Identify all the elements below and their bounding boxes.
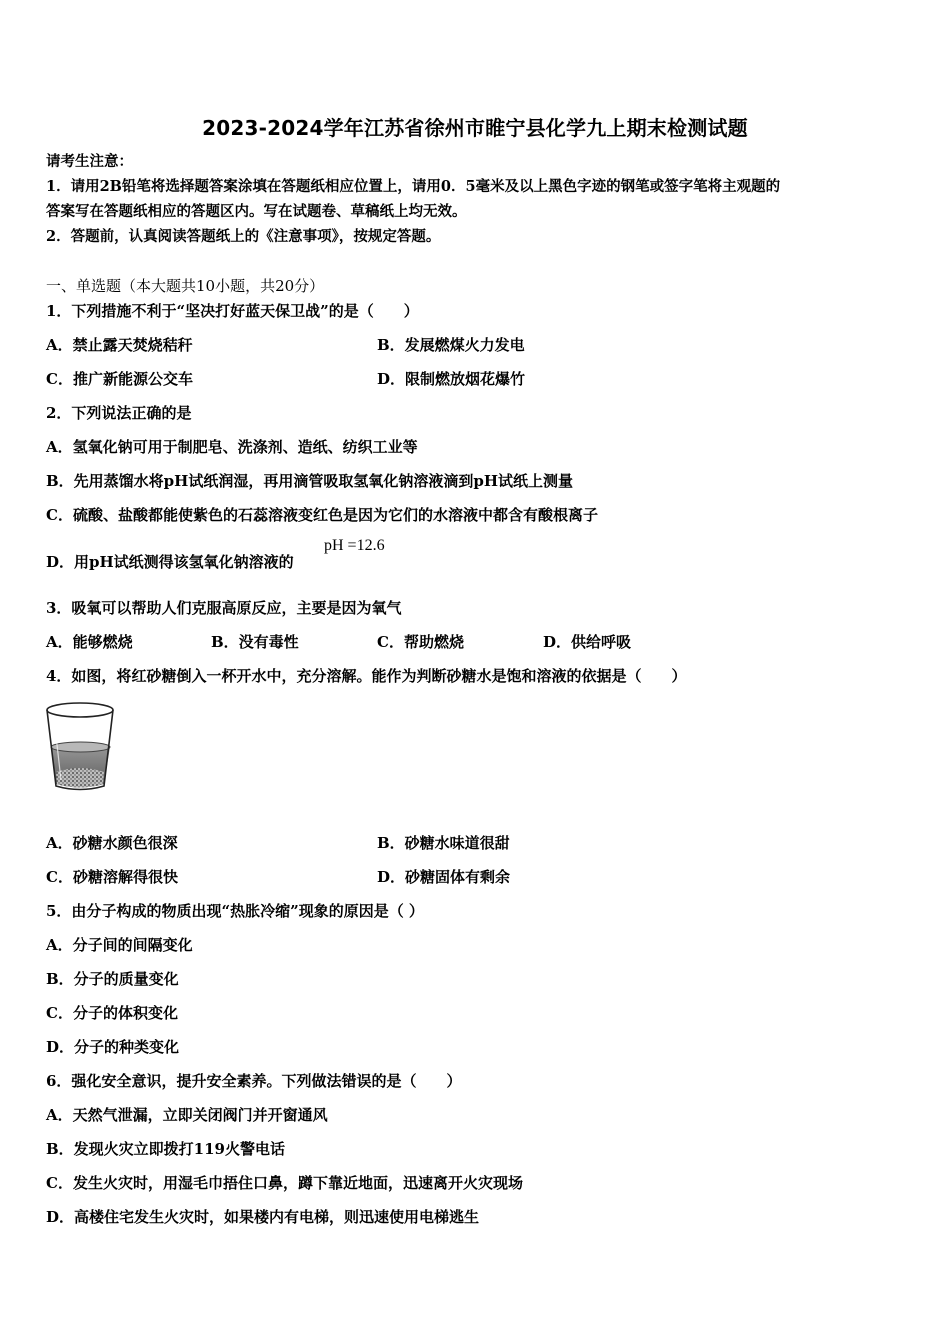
q1-option-a: A．禁止露天焚烧秸秆 — [46, 336, 193, 354]
q3-option-d: D．供给呼吸 — [543, 633, 632, 651]
question-1-stem: 1．下列措施不利于“坚决打好蓝天保卫战”的是（ ） — [46, 302, 419, 320]
question-5-stem: 5．由分子构成的物质出现“热胀冷缩”现象的原因是（ ） — [46, 902, 424, 920]
q1-option-d: D．限制燃放烟花爆竹 — [377, 370, 526, 388]
notice-heading: 请考生注意： — [46, 153, 133, 170]
q1-option-b: B．发展燃煤火力发电 — [377, 336, 525, 354]
q2-option-a: A．氢氧化钠可用于制肥皂、洗涤剂、造纸、纺织工业等 — [46, 438, 418, 456]
q3-option-c: C．帮助燃烧 — [377, 633, 464, 651]
notice-line-3: 2．答题前，认真阅读答题纸上的《注意事项》，按规定答题。 — [46, 228, 441, 245]
q4-option-d: D．砂糖固体有剩余 — [377, 868, 511, 886]
section-heading: 一、单选题（本大题共10小题，共20分） — [46, 277, 325, 295]
q1-option-c: C．推广新能源公交车 — [46, 370, 193, 388]
q6-option-a: A．天然气泄漏，立即关闭阀门并开窗通风 — [46, 1106, 328, 1124]
q5-option-c: C．分子的体积变化 — [46, 1004, 178, 1022]
question-2-stem: 2．下列说法正确的是 — [46, 404, 192, 422]
q6-option-c: C．发生火灾时，用湿毛巾捂住口鼻，蹲下靠近地面，迅速离开火灾现场 — [46, 1174, 523, 1192]
notice-line-2: 答案写在答题纸相应的答题区内。写在试题卷、草稿纸上均无效。 — [46, 203, 467, 220]
q3-option-b: B．没有毒性 — [211, 633, 299, 651]
ph-value-formula: pH =12.6 — [324, 537, 385, 554]
q4-option-a: A．砂糖水颜色很深 — [46, 834, 178, 852]
q2-option-d: D．用pH试纸测得该氢氧化钠溶液的 — [46, 553, 294, 571]
question-3-stem: 3．吸氧可以帮助人们克服高原反应，主要是因为氧气 — [46, 599, 402, 617]
question-4-stem: 4．如图，将红砂糖倒入一杯开水中，充分溶解。能作为判断砂糖水是饱和溶液的依据是（ ） — [46, 667, 687, 685]
sugar-water-glass-illustration — [44, 700, 116, 794]
q6-option-d: D．高楼住宅发生火灾时，如果楼内有电梯，则迅速使用电梯逃生 — [46, 1208, 480, 1226]
q3-option-a: A．能够燃烧 — [46, 633, 133, 651]
q6-option-b: B．发现火灾立即拨打119火警电话 — [46, 1140, 285, 1158]
q2-option-b: B．先用蒸馏水将pH试纸润湿，再用滴管吸取氢氧化钠溶液滴到pH试纸上测量 — [46, 472, 574, 490]
question-6-stem: 6．强化安全意识，提升安全素养。下列做法错误的是（ ） — [46, 1072, 462, 1090]
page-title: 2023-2024学年江苏省徐州市睢宁县化学九上期末检测试题 — [202, 116, 748, 140]
q4-option-b: B．砂糖水味道很甜 — [377, 834, 510, 852]
q5-option-a: A．分子间的间隔变化 — [46, 936, 193, 954]
q4-option-c: C．砂糖溶解得很快 — [46, 868, 178, 886]
notice-line-1: 1．请用2B铅笔将选择题答案涂填在答题纸相应位置上，请用0．5毫米及以上黑色字迹的钢笔或签字笔将主观题的 — [46, 178, 781, 195]
q5-option-b: B．分子的质量变化 — [46, 970, 179, 988]
q5-option-d: D．分子的种类变化 — [46, 1038, 180, 1056]
q2-option-c: C．硫酸、盐酸都能使紫色的石蕊溶液变红色是因为它们的水溶液中都含有酸根离子 — [46, 506, 598, 524]
